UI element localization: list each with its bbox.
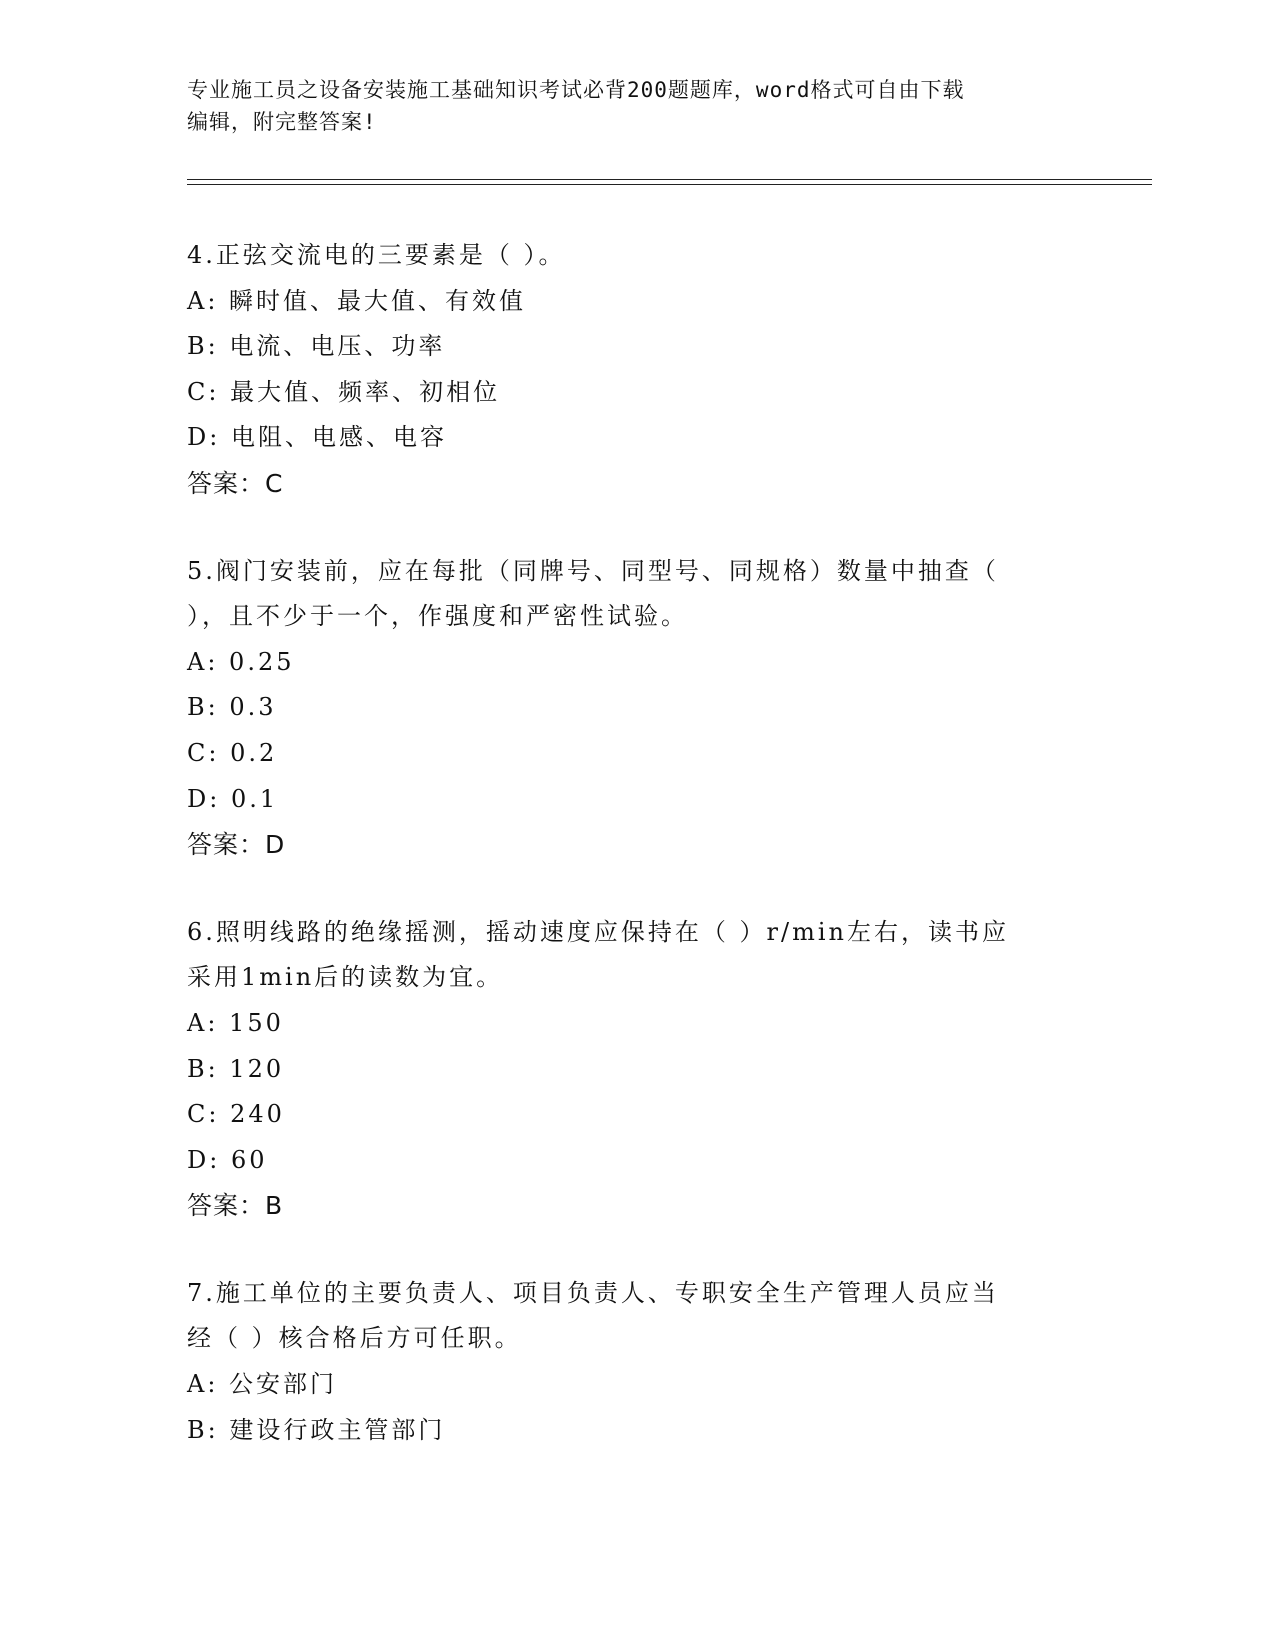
question-stem: 4.正弦交流电的三要素是（ ）。 (187, 241, 566, 269)
question-stem: 7.施工单位的主要负责人、项目负责人、专职安全生产管理人员应当 (187, 1278, 999, 1307)
question-stem-continued: 采用1min后的读数为宜。 (187, 963, 504, 992)
question-5 (187, 549, 1087, 868)
header-line: 专业施工员之设备安装施工基础知识考试必背200题题库，word格式可自由下载 (187, 78, 965, 102)
question-stem-continued: ），且不少于一个，作强度和严密性试验。 (187, 602, 688, 631)
option-b: B: 建设行政主管部门 (187, 1415, 446, 1444)
answer-line: 答案：C (187, 468, 284, 498)
option-a: A: 公安部门 (187, 1370, 338, 1399)
option-b: B: 电流、电压、功率 (187, 332, 446, 361)
question-7 (187, 1271, 1087, 1453)
answer-line: 答案：D (187, 830, 286, 860)
header-divider-top (187, 179, 1152, 180)
document-header (187, 74, 1067, 138)
question-list (187, 233, 1087, 1495)
option-d: D: 0.1 (187, 784, 279, 813)
option-d: D: 电阻、电感、电容 (187, 423, 447, 452)
header-divider-bottom (187, 184, 1152, 185)
option-c: C: 240 (187, 1100, 285, 1129)
option-a: A: 0.25 (187, 647, 295, 676)
option-c: C: 最大值、频率、初相位 (187, 377, 501, 406)
question-6 (187, 910, 1087, 1229)
answer-line: 答案：B (187, 1191, 284, 1221)
option-c: C: 0.2 (187, 738, 278, 767)
header-line: 编辑，附完整答案! (187, 110, 377, 134)
option-a: A: 150 (187, 1008, 284, 1037)
option-a: A: 瞬时值、最大值、有效值 (187, 286, 527, 315)
option-b: B: 0.3 (187, 693, 277, 722)
question-stem: 5.阀门安装前，应在每批（同牌号、同型号、同规格）数量中抽查（ (187, 556, 999, 585)
option-b: B: 120 (187, 1054, 285, 1083)
question-4 (187, 233, 1087, 507)
question-stem: 6.照明线路的绝缘摇测，摇动速度应保持在（ ）r/min左右，读书应 (187, 917, 1009, 946)
option-d: D: 60 (187, 1145, 268, 1174)
question-stem-continued: 经（ ）核合格后方可任职。 (187, 1324, 522, 1353)
